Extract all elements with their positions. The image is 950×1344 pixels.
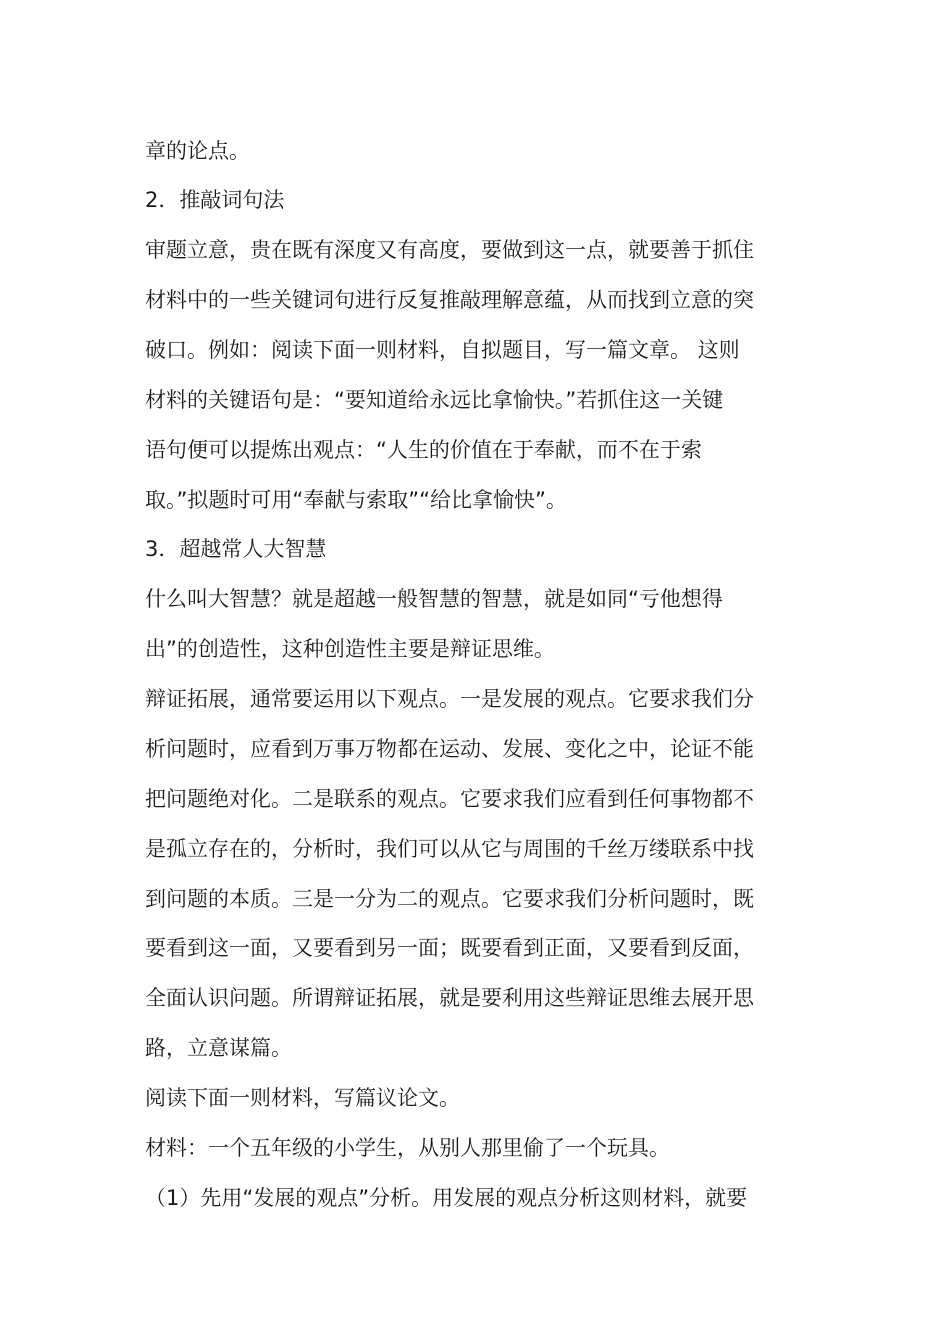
text-line: 要看到这一面，又要看到另一面；既要看到正面，又要看到反面， bbox=[145, 936, 754, 960]
text-line: （1）先用“发展的观点”分析。用发展的观点分析这则材料，就要 bbox=[145, 1186, 748, 1210]
section-heading-3: 3．超越常人大智慧 bbox=[145, 537, 327, 561]
text-line-continuation: 章的论点。 bbox=[145, 139, 250, 163]
text-line: 阅读下面一则材料，写篇议论文。 bbox=[145, 1086, 460, 1110]
text-line: 到问题的本质。三是一分为二的观点。它要求我们分析问题时，既 bbox=[145, 887, 754, 911]
text-line: 什么叫大智慧？就是超越一般智慧的智慧，就是如同“亏他想得 bbox=[145, 587, 723, 611]
text-line: 析问题时，应看到万事万物都在运动、发展、变化之中，论证不能 bbox=[145, 737, 754, 761]
section-heading-2: 2．推敲词句法 bbox=[145, 188, 285, 212]
text-line: 是孤立存在的，分析时，我们可以从它与周围的千丝万缕联系中找 bbox=[145, 837, 754, 861]
text-line: 路，立意谋篇。 bbox=[145, 1036, 292, 1060]
text-line: 材料：一个五年级的小学生，从别人那里偷了一个玩具。 bbox=[145, 1136, 670, 1160]
text-line: 全面认识问题。所谓辩证拓展，就是要利用这些辩证思维去展开思 bbox=[145, 986, 754, 1010]
text-line: 语句便可以提炼出观点：“人生的价值在于奉献，而不在于索 bbox=[145, 438, 702, 462]
text-line: 取。”拟题时可用“奉献与索取”“给比拿愉快”。 bbox=[145, 488, 567, 512]
text-line: 材料中的一些关键词句进行反复推敲理解意蕴，从而找到立意的突 bbox=[145, 288, 754, 312]
text-line: 审题立意，贵在既有深度又有高度，要做到这一点，就要善于抓住 bbox=[145, 238, 754, 262]
text-line: 辩证拓展，通常要运用以下观点。一是发展的观点。它要求我们分 bbox=[145, 687, 754, 711]
text-line: 把问题绝对化。二是联系的观点。它要求我们应看到任何事物都不 bbox=[145, 787, 754, 811]
text-line: 出”的创造性，这种创造性主要是辩证思维。 bbox=[145, 637, 555, 661]
text-line: 破口。例如：阅读下面一则材料，自拟题目，写一篇文章。 这则 bbox=[145, 338, 740, 362]
text-line: 材料的关键语句是：“要知道给永远比拿愉快。”若抓住这一关键 bbox=[145, 388, 724, 412]
